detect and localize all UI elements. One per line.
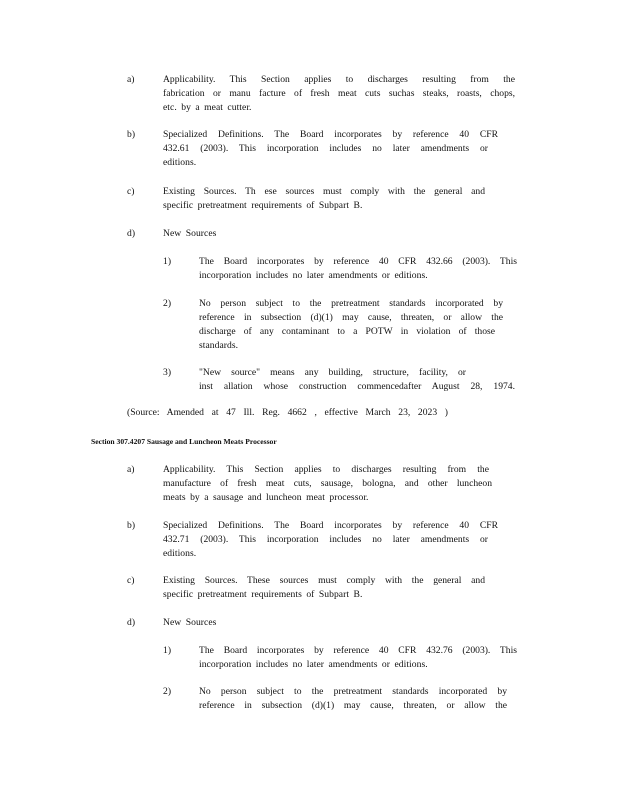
item-label: 1) (163, 645, 172, 656)
subsection-a-text (163, 73, 515, 101)
subsection-label: a) (127, 74, 135, 85)
text-line: specific pretreatment requirements of Subpart B. (163, 589, 363, 600)
text-line: etc. by a meat cutter. (163, 102, 252, 113)
text-line: incorporation includes no later amendments or editions. (199, 270, 428, 281)
item-label: 2) (163, 686, 172, 697)
subsection-c-text (163, 574, 485, 588)
section-heading: Section 307.4207 Sausage and Luncheon Meats Processor (91, 437, 277, 446)
item-1-text (199, 644, 517, 658)
item-3-text-2 (199, 380, 515, 394)
text-line: editions. (163, 548, 197, 559)
subsection-c-text (163, 185, 485, 199)
text-line: meats by a sausage and luncheon meat processor. (163, 492, 369, 503)
subsection-label: c) (127, 575, 135, 586)
text-line: "New source" means any building, structure, facility, or (199, 367, 466, 378)
text-line: incorporation includes no later amendments or editions. (199, 659, 428, 670)
subsection-b-text (163, 519, 498, 533)
text-line: inst allation whose construction commencedafter August 28, 1974. (199, 381, 515, 392)
text-line: standards. (199, 340, 239, 351)
item-label: 2) (163, 298, 172, 309)
text-line: manufacture of fresh meat cuts, sausage, bologna, and other luncheon (163, 478, 492, 489)
text-line: Existing Sources. Th ese sources must comply with the general and (163, 186, 485, 197)
text-line: Applicability. This Section applies to discharges resulting from the (163, 74, 515, 85)
item-2-text-3 (199, 325, 495, 339)
subsection-label: d) (127, 617, 136, 628)
text-line: specific pretreatment requirements of Subpart B. (163, 200, 363, 211)
text-line: 432.61 (2003). This incorporation includes no later amendments or (163, 143, 488, 154)
text-line: Specialized Definitions. The Board incorporates by reference 40 CFR (163, 129, 498, 140)
subsection-label: b) (127, 129, 136, 140)
source-note-text: (Source: Amended at 47 Ill. Reg. 4662 , effective March 23, 2023 ) (127, 407, 448, 418)
item-label: 3) (163, 367, 172, 378)
subsection-b-text (163, 128, 498, 142)
text-line: fabrication or manu facture of fresh meat cuts suchas steaks, roasts, chops, (163, 88, 515, 99)
subsection-label: c) (127, 186, 135, 197)
text-line: The Board incorporates by reference 40 CFR 432.66 (2003). This (199, 256, 517, 267)
text-line: No person subject to the pretreatment standards incorporated by (199, 686, 507, 697)
text-line: Specialized Definitions. The Board incorporates by reference 40 CFR (163, 520, 498, 531)
subsection-a-text-2 (163, 477, 492, 491)
subsection-label: d) (127, 228, 136, 239)
text-line: editions. (163, 157, 197, 168)
item-label: 1) (163, 256, 172, 267)
subsection-b-text-2 (163, 142, 488, 156)
subsection-label: a) (127, 464, 135, 475)
subsection-b-text-2 (163, 533, 488, 547)
subsection-d-title: New Sources (163, 228, 217, 239)
item-3-text (199, 366, 466, 380)
text-line: reference in subsection (d)(1) may cause, threaten, or allow the (199, 312, 503, 323)
source-note (127, 406, 448, 420)
subsection-label: b) (127, 520, 136, 531)
subsection-a-text (163, 463, 489, 477)
item-2-text (199, 685, 507, 713)
subsection-d-title: New Sources (163, 617, 217, 628)
text-line: 432.71 (2003). This incorporation includes no later amendments or (163, 534, 488, 545)
text-line: discharge of any contaminant to a POTW in violation of those (199, 326, 495, 337)
text-line: No person subject to the pretreatment standards incorporated by (199, 298, 503, 309)
item-2-text (199, 297, 503, 325)
item-1-text (199, 255, 517, 269)
text-line: reference in subsection (d)(1) may cause, threaten, or allow the (199, 700, 507, 711)
text-line: Applicability. This Section applies to discharges resulting from the (163, 464, 489, 475)
text-line: The Board incorporates by reference 40 CFR 432.76 (2003). This (199, 645, 517, 656)
text-line: Existing Sources. These sources must comply with the general and (163, 575, 485, 586)
